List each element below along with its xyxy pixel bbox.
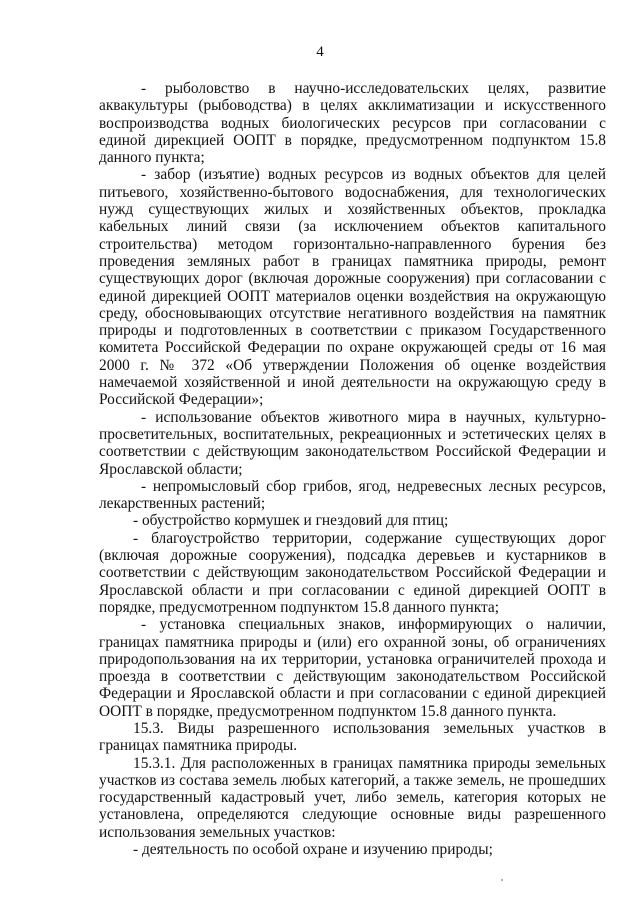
- paragraph-protection-activity: - деятельность по особой охране и изучению природы;: [133, 841, 493, 859]
- paragraph-fishing: - рыболовство в научно-исследовательских целях, развитие аквакультуры (рыбоводства) в целях акклиматизации и искусственного воспроизводства водных биологических ресурсов при согласовании с единой дирекцией ООПТ в порядке, предусмотренном подпунктом 15.8 данного пункта;: [99, 80, 606, 167]
- paragraph-landscaping: - благоустройство территории, содержание существующих дорог (включая дорожные сооружения), подсадка деревьев и кустарников в соответствии с действующим законодательством Российской Федерации и Ярославской области и при согласовании с единой дирекцией ООПТ в порядке, предусмотренном подпунктом 15.8 данного пункта;: [99, 529, 606, 616]
- paragraph-gathering: - непромысловый сбор грибов, ягод, недревесных лесных ресурсов, лекарственных растений;: [99, 477, 606, 513]
- section-15-3-heading: 15.3. Виды разрешенного использования земельных участков в границах памятника природы.: [99, 719, 606, 755]
- paragraph-water-intake: - забор (изъятие) водных ресурсов из водных объектов для целей питьевого, хозяйственно-бытового водоснабжения, для технологических нужд существующих жилых и хозяйственных объектов, прокладка кабельных линий связи (за исключением объектов капитального строительства) методом горизонтально-направленного бурения без проведения земляных работ в границах памятника природы, ремонт существующих дорог (включая дорожные сооружения) при согласовании с единой дирекцией ООПТ материалов оценки воздействия на окружающую среду, обосновывающих отсутствие негативного воздействия на памятник природы и подготовленных в соответствии с приказом Государственного комитета Российской Федерации по охране окружающей среды от 16 мая 2000 г. № 372 «Об утверждении Положения об оценке воздействия намечаемой хозяйственной и иной деятельности на окружающую среду в Российской Федерации»;: [99, 166, 606, 409]
- section-15-3-1: 15.3.1. Для расположенных в границах памятника природы земельных участков из состава земель любых категорий, а также земель, не прошедших государственный кадастровый учет, либо земель, категория которых не установлена, определяются следующие основные виды разрешенного использования земельных участков:: [99, 754, 606, 841]
- paragraph-signs: - установка специальных знаков, информирующих о наличии, границах памятника природы и (или) его охранной зоны, об ограничениях природопользования на их территории, установка ограничителей прохода и проезда в соответствии с действующим законодательством Российской Федерации и Ярославской области и при согласовании с единой дирекцией ООПТ в порядке, предусмотренном подпунктом 15.8 данного пункта.: [99, 616, 606, 720]
- paragraph-wildlife-use: - использование объектов животного мира в научных, культурно-просветительных, воспитательных, рекреационных и эстетических целях в соответствии с действующим законодательством Российской Федерации и Ярославской области;: [99, 408, 606, 478]
- page-number: 4: [316, 44, 324, 60]
- scan-speck: [501, 879, 503, 881]
- paragraph-bird-feeders: - обустройство кормушек и гнездовий для птиц;: [133, 512, 449, 530]
- document-body: [99, 80, 606, 858]
